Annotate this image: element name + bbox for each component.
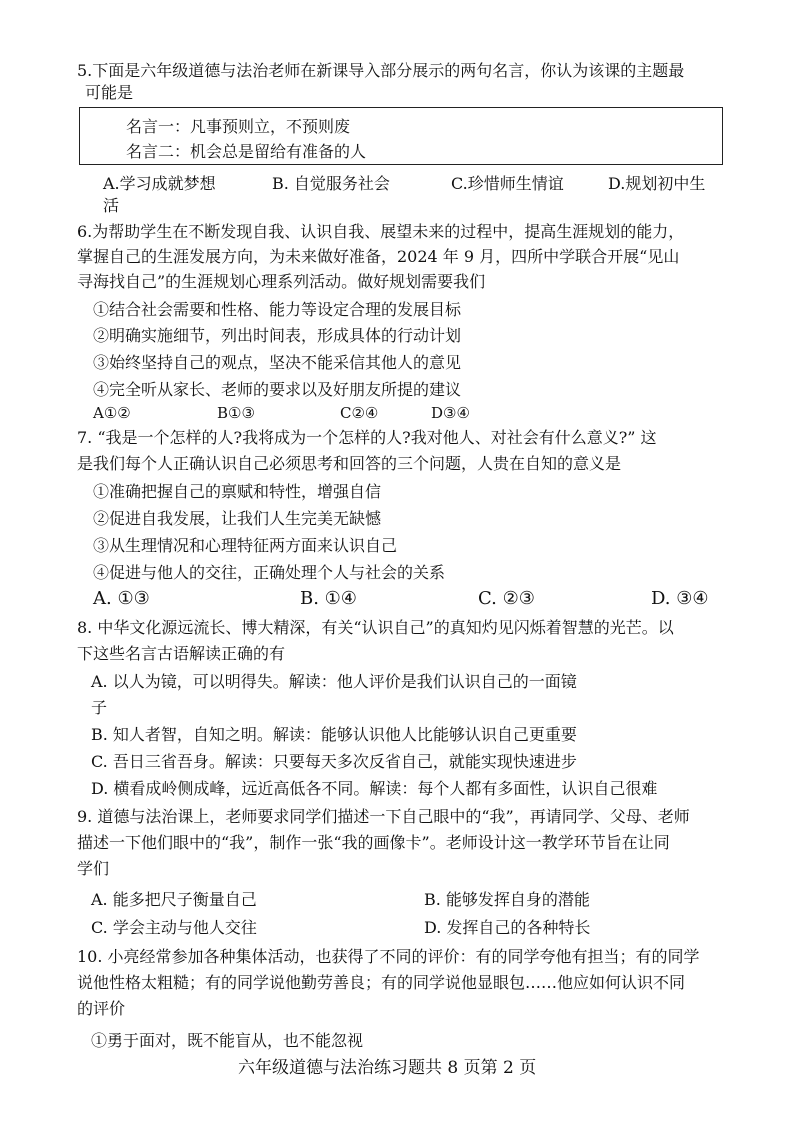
q5-option-a: A.学习成就梦想 (103, 174, 216, 193)
q6-item-1: ①结合社会需要和性格、能力等设定合理的发展目标 (93, 300, 462, 319)
q7-item-4: ④促进与他人的交往，正确处理个人与社会的关系 (93, 563, 446, 582)
page-footer: 六年级道德与法治练习题共 8 页第 2 页 (238, 1058, 537, 1078)
q6-option-b: B①③ (217, 404, 255, 422)
q9-option-c: C. 学会主动与他人交往 (91, 918, 257, 937)
q6-stem-line2: 掌握自己的生涯发展方向，为未来做好准备，2024 年 9 月，四所中学联合开展“见山 (77, 247, 680, 266)
q8-option-d: D. 横看成岭侧成峰，远近高低各不同。解读：每个人都有多面性，认识自己很难 (91, 779, 658, 798)
q8-stem-line2: 下这些名言古语解读正确的有 (77, 644, 286, 663)
q6-stem-line1: 6.为帮助学生在不断发现自我、认识自我、展望未来的过程中，提高生涯规划的能力， (77, 222, 685, 241)
q6-option-d: D③④ (431, 404, 470, 422)
q8-stem-line1: 8. 中华文化源远流长、博大精深，有关“认识自己”的真知灼见闪烁着智慧的光芒。以 (77, 618, 674, 637)
q8-option-a-line2: 子 (91, 698, 108, 717)
q6-item-4: ④完全听从家长、老师的要求以及好朋友所提的建议 (93, 380, 462, 399)
q5-quote-2: 名言二：机会总是留给有准备的人 (126, 142, 367, 161)
q9-stem-line3: 学们 (77, 859, 110, 878)
q7-item-1: ①准确把握自己的禀赋和特性，增强自信 (93, 482, 382, 501)
q9-option-d: D. 发挥自己的各种特长 (424, 918, 591, 937)
q6-option-a: A①② (93, 404, 131, 422)
q9-stem-line1: 9. 道德与法治课上，老师要求同学们描述一下自己眼中的“我”，再请同学、父母、老师 (77, 807, 690, 826)
q10-stem-line3: 的评价 (77, 999, 126, 1018)
q10-stem-line2: 说他性格太粗糙；有的同学说他勤劳善良；有的同学说他显眼包……他应如何认识不同 (77, 973, 686, 992)
q6-stem-line3: 寻海找自己”的生涯规划心理系列活动。做好规划需要我们 (77, 272, 486, 291)
q6-item-2: ②明确实施细节，列出时间表，形成具体的行动计划 (93, 326, 462, 345)
q5-option-c: C.珍惜师生情谊 (451, 174, 564, 193)
q8-option-a-line1: A. 以人为镜，可以明得失。解读：他人评价是我们认识自己的一面镜 (91, 672, 577, 691)
q10-stem-line1: 10. 小亮经常参加各种集体活动，也获得了不同的评价：有的同学夸他有担当；有的同学 (77, 947, 700, 966)
q7-option-c: C. ②③ (478, 588, 535, 609)
q9-option-a: A. 能多把尺子衡量自己 (91, 890, 257, 909)
q9-stem-line2: 描述一下他们眼中的“我”，制作一张“我的画像卡”。老师设计这一教学环节旨在让同 (77, 833, 670, 852)
q5-quote-1: 名言一：凡事预则立，不预则废 (126, 117, 351, 136)
q6-option-c: C②④ (340, 404, 379, 422)
q5-stem-line1: 5.下面是六年级道德与法治老师在新课导入部分展示的两句名言，你认为该课的主题最 (77, 61, 685, 80)
q6-item-3: ③始终坚持自己的观点，坚决不能采信其他人的意见 (93, 353, 462, 372)
q7-item-3: ③从生理情况和心理特征两方面来认识自己 (93, 536, 398, 555)
q7-stem-line2: 是我们每个人正确认识自己必须思考和回答的三个问题，人贵在自知的意义是 (77, 454, 622, 473)
q9-option-b: B. 能够发挥自身的潜能 (424, 890, 590, 909)
q7-option-d: D. ③④ (651, 588, 709, 609)
q5-option-d-line2: 活 (103, 196, 120, 215)
q5-option-d-line1: D.规划初中生 (608, 174, 706, 193)
q7-stem-line1: 7. “我是一个怎样的人?我将成为一个怎样的人?我对他人、对社会有什么意义?” 这 (77, 428, 657, 447)
q5-stem-line2: 可能是 (85, 83, 134, 102)
q5-option-b: B. 自觉服务社会 (272, 174, 390, 193)
q8-option-c: C. 吾日三省吾身。解读：只要每天多次反省自己，就能实现快速进步 (91, 752, 577, 771)
q10-item-1: ①勇于面对，既不能盲从，也不能忽视 (91, 1031, 364, 1050)
q7-item-2: ②促进自我发展，让我们人生完美无缺憾 (93, 509, 382, 528)
q7-option-b: B. ①④ (300, 588, 357, 609)
q8-option-b: B. 知人者智，自知之明。解读：能够认识他人比能够认识自己更重要 (91, 725, 577, 744)
q7-option-a: A. ①③ (93, 588, 150, 609)
